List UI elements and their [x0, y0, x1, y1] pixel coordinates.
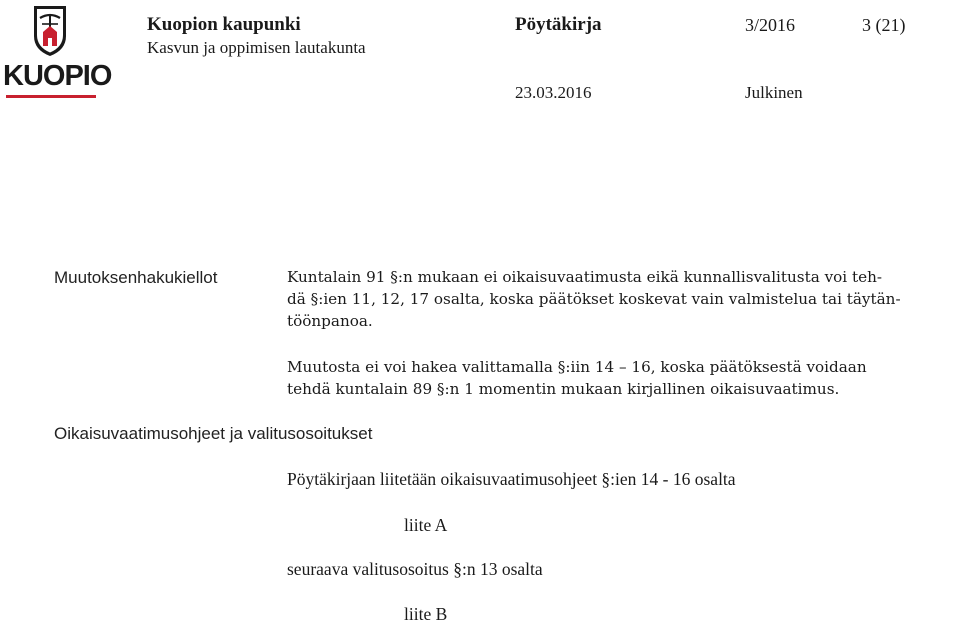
instructions-line-b: seuraava valitusosoitus §:n 13 osalta	[287, 559, 543, 579]
board-name: Kasvun ja oppimisen lautakunta	[147, 38, 366, 57]
attachment-b: liite B	[404, 604, 448, 624]
section-label-appeal-instructions: Oikaisuvaatimusohjeet ja valitusosoitukset	[54, 424, 373, 443]
section-label-appeal-bans: Muutoksenhakukiellot	[54, 268, 218, 287]
instructions-line-a: Pöytäkirjaan liitetään oikaisuvaatimusohjeet §:ien 14 - 16 osalta	[287, 469, 736, 489]
meeting-number: 3/2016	[745, 15, 796, 35]
text-line: dä §:ien 11, 12, 17 osalta, koska päätökset koskevat vain valmistelua tai täytän-	[287, 290, 901, 308]
kuopio-logo	[2, 2, 112, 102]
appeal-ban-paragraph-1	[287, 266, 960, 332]
attachment-a: liite A	[404, 515, 448, 535]
logo-text: KUOPIO	[3, 60, 112, 92]
text-line: tehdä kuntalain 89 §:n 1 momentin mukaan kirjallinen oikaisuvaatimus.	[287, 380, 840, 398]
page-number: 3 (21)	[862, 15, 906, 35]
text-line: Kuntalain 91 §:n mukaan ei oikaisuvaatimusta eikä kunnallisvalitusta voi teh-	[287, 268, 882, 286]
text-line: Muutosta ei voi hakea valittamalla §:iin 14 – 16, koska päätöksestä voidaan	[287, 358, 867, 376]
document-type: Pöytäkirja	[515, 14, 602, 35]
appeal-ban-paragraph-2	[287, 356, 960, 400]
meeting-date: 23.03.2016	[515, 83, 592, 102]
publicity-status: Julkinen	[745, 83, 803, 102]
text-line: töönpanoa.	[287, 312, 373, 330]
organization-name: Kuopion kaupunki	[147, 14, 301, 35]
